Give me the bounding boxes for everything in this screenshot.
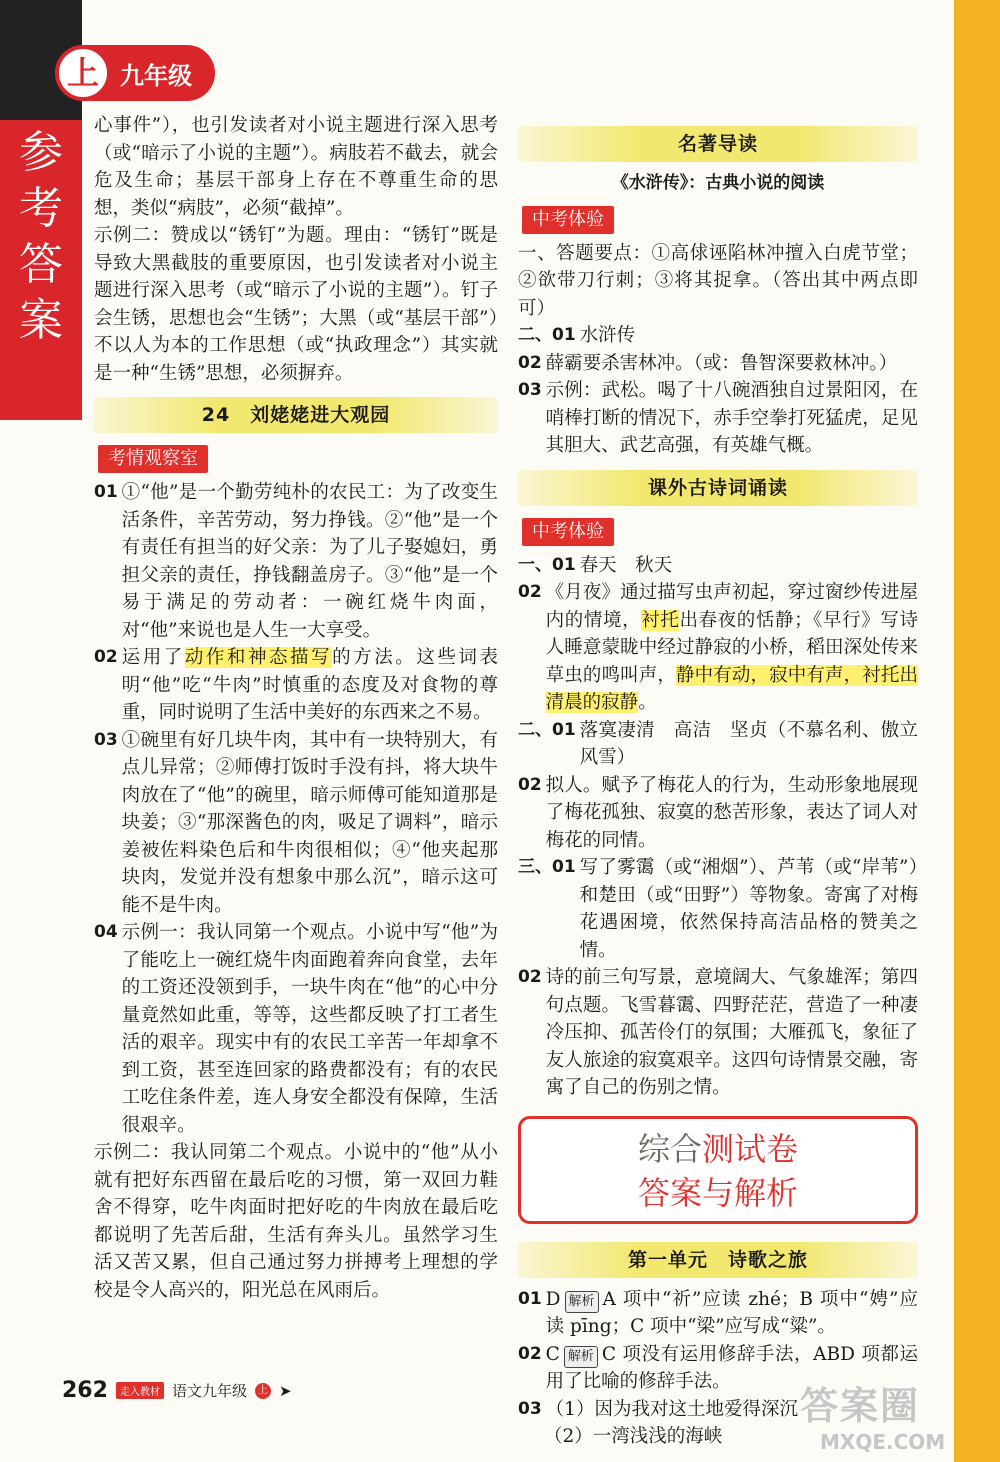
grade-label: 九年级	[120, 62, 192, 90]
arrow-icon: ➤	[278, 1381, 292, 1400]
section-subtitle: 《水浒传》：古典小说的阅读	[611, 173, 825, 193]
answer-text-part: A 项中“祈”应读 zhé；B 项中“娉”应读 pīng；C 项中“梁”应写成“粱”。	[545, 1288, 918, 1337]
question-number: 二、01	[518, 325, 576, 345]
question-number: 一、01	[518, 554, 576, 575]
side-caption-char: 案	[19, 295, 63, 346]
answer-text: 春天 秋天	[579, 554, 673, 576]
continuation-paragraph: 示例二：赞成以“锈钉”为题。理由：“锈钉”既是导致大黑截肢的重要原因，也引发读者对小说主题进行深入思考（或“暗示了小说的主题”）。钉子会生锈，思想也会“生锈”；大黑（或“基层干部”）不以人为本的工作思想（或“执政理念”）其实就是一种“生锈”思想，必须摒弃。	[94, 225, 498, 384]
volume-badge: 上	[255, 1383, 271, 1399]
answer-text: 水浒传	[579, 325, 636, 346]
answer-text-part: 《月夜》通过描写虫声初起，穿过窗纱传进屋内的情境，	[545, 582, 918, 631]
answer-item	[518, 717, 918, 772]
right-margin-strip	[954, 0, 1000, 1462]
question-number: 04	[94, 922, 118, 942]
answer-item	[518, 552, 918, 580]
question-number: 三、01	[518, 857, 576, 877]
question-number: 02	[518, 582, 542, 602]
right-column	[518, 112, 918, 1451]
watermark-text: 答案圈	[800, 1384, 921, 1428]
banner-line-1	[521, 1127, 915, 1171]
side-caption-char: 答	[19, 239, 63, 290]
section-title: 名著导读	[518, 126, 918, 162]
question-number: 二、01	[518, 719, 576, 740]
answer-item	[518, 772, 918, 855]
left-column	[94, 112, 498, 1304]
book-title: 语文九年级	[171, 1382, 247, 1400]
answer-text-part: C 项没有运用修辞手法，ABD 项都运用了比喻的修辞手法。	[545, 1343, 918, 1392]
answer-text: （2）一湾浅浅的海峡	[544, 1426, 723, 1447]
answer-text: 薛霸要杀害林冲。（或：鲁智深要救林冲。）	[545, 352, 898, 374]
analysis-badge: 解析	[564, 1346, 598, 1368]
question-number: 02	[518, 1343, 542, 1364]
answer-text-part: 。	[638, 692, 657, 713]
watermark-url: MXQE.COM	[820, 1430, 946, 1454]
banner-text: 测试卷	[702, 1129, 799, 1168]
answer-text: 示例一：我认同第一个观点。小说中写“他”为了能吃上一碗红烧牛肉面跑着奔向食堂，去年的工资还没领到手，一块牛肉在“他”的心中分量竟然如此重，等等，这些都反映了打工者生活的艰辛。现实中有的农民工辛苦一年却拿不到工资，甚至连回家的路费都没有；有的农民工吃住条件差，连人身安全都没有保障，生活很艰辛。	[121, 922, 498, 1136]
answer-text: ①碗里有好几块牛肉，其中有一块特别大，有点儿异常；②师傅打饭时手没有抖，将大块牛肉放在了“他”的碗里，暗示师傅可能知道那是块姜；③“那深酱色的肉，吸足了调料”，暗示姜被佐料染色后和牛肉很相似；④“他夹起那块肉，发觉并没有想象中那么沉”，暗示这可能不是牛肉。	[121, 729, 498, 916]
section-tag: 中考体验	[522, 518, 614, 546]
section-tag: 中考体验	[522, 206, 614, 234]
answer-text: ①“他”是一个勤劳纯朴的农民工：为了改变生活条件，辛苦劳动，努力挣钱。②“他”是一个有责任有担当的好父亲：为了儿子娶媳妇，勇担父亲的责任，挣钱翻盖房子。③“他”是一个易于满足的劳动者：一碗红烧牛肉面，对“他”来说也是人生一大享受。	[121, 482, 498, 641]
answer-example: 示例二：我认同第二个观点。小说中的“他”从小就有把好东西留在最后吃的习惯，第一双回力鞋舍不得穿，吃牛肉面时把好吃的牛肉放在最后吃都说明了先苦后甜，生活有奔头儿。虽然学习生活又苦又累，但自己通过努力拼搏考上理想的学校是令人高兴的，阳光总在风雨后。	[94, 1142, 498, 1301]
answer-choice: C	[545, 1343, 560, 1365]
question-number: 01	[94, 482, 118, 502]
grade-circle: 上	[55, 45, 111, 101]
page-number: 262	[62, 1378, 108, 1403]
answer-text-part: 出春夜的恬静；《早行》写诗人睡意蒙眬中经过静寂的小桥，稻田深处传来草虫的鸣叫声，	[545, 609, 918, 686]
answer-item	[518, 964, 918, 1102]
answer-choice: D	[545, 1288, 561, 1310]
section-tag: 考情观察室	[98, 445, 208, 473]
answer-text	[122, 644, 498, 727]
answer-text: （1）因为我对这土地爱得深沉	[545, 1398, 798, 1420]
answer-item	[518, 579, 918, 717]
highlighted-text: 动作和神态描写	[184, 647, 333, 668]
question-number: 02	[518, 774, 542, 795]
answer-text: 诗的前三句写景，意境阔大、气象雄浑；第四句点题。飞雪暮霭、四野茫茫，营造了一种凄冷压抑、孤苦伶仃的氛围；大雁孤飞，象征了友人旅途的寂寞艰辛。这四句诗情景交融，寄寓了自己的伤别之情。	[545, 967, 918, 1098]
answer-text	[546, 579, 918, 717]
answer-text: 拟人。赋予了梅花人的行为，生动形象地展现了梅花孤独、寂寞的愁苦形象，表达了词人对梅花的同情。	[545, 774, 918, 851]
question-number: 02	[518, 352, 542, 373]
answer-text: 写了雾霭（或“湘烟”）、芦苇（或“岸苇”）和楚田（或“田野”）等物象。寄寓了对梅花遇困境，依然保持高洁品格的赞美之情。	[579, 857, 918, 961]
section-title: 24 刘姥姥进大观园	[94, 397, 498, 433]
page-footer	[62, 1378, 292, 1403]
answer-item	[94, 479, 498, 644]
answer-text	[546, 1286, 918, 1341]
banner-line-2: 答案与解析	[637, 1173, 798, 1212]
question-number: 03	[94, 729, 118, 750]
question-number: 03	[518, 1398, 542, 1419]
test-paper-banner	[518, 1116, 918, 1224]
answer-text-part: 的方法。这些词表明“他”吃“牛肉”时慎重的态度及对食物的尊重，同时说明了生活中美好的东西来之不易。	[121, 647, 498, 723]
side-caption	[10, 125, 72, 349]
answer-item	[94, 644, 498, 727]
question-number: 02	[94, 647, 118, 667]
question-number: 02	[518, 967, 542, 987]
publisher-logo: 走入教材	[116, 1382, 164, 1399]
analysis-badge: 解析	[565, 1291, 599, 1313]
answer-item	[518, 322, 918, 350]
answer-text: 示例：武松。喝了十八碗酒独自过景阳冈，在哨棒打断的情况下，赤手空拳打死猛虎，足见其胆大、武艺高强，有英雄气概。	[545, 380, 918, 456]
watermark	[800, 1375, 980, 1455]
answer-text: 落寞凄清 高洁 坚贞（不慕名利、傲立风雪）	[579, 719, 918, 768]
continuation-paragraph: 心事件”），也引发读者对小说主题进行深入思考（或“暗示了小说的主题”）。病肢若不截去，就会危及生命；基层干部身上存在不尊重生命的思想，类似“病肢”，必须“截掉”。	[94, 115, 498, 219]
question-number: 03	[518, 380, 542, 400]
answer-item	[518, 854, 918, 964]
section-title: 第一单元 诗歌之旅	[518, 1242, 918, 1278]
highlighted-text: 衬托	[641, 609, 680, 631]
answer-item	[94, 919, 498, 1139]
side-caption-char: 考	[19, 183, 63, 234]
answer-item	[518, 377, 918, 460]
side-caption-char: 参	[19, 127, 63, 178]
highlighted-text: 静中有动，寂中有声，衬托出清晨的寂静	[545, 664, 918, 713]
question-number: 01	[518, 1288, 542, 1309]
answer-text: 一、答题要点：①高俅诬陷林冲擅入白虎节堂；②欲带刀行刺；③将其捉拿。（答出其中两点即可）	[518, 242, 918, 319]
banner-text: 综合	[637, 1129, 702, 1168]
section-title: 课外古诗词诵读	[518, 470, 918, 506]
answer-text-part: 运用了	[121, 647, 185, 668]
answer-item	[94, 727, 498, 920]
answer-item	[518, 350, 918, 378]
answer-item	[518, 1286, 918, 1341]
